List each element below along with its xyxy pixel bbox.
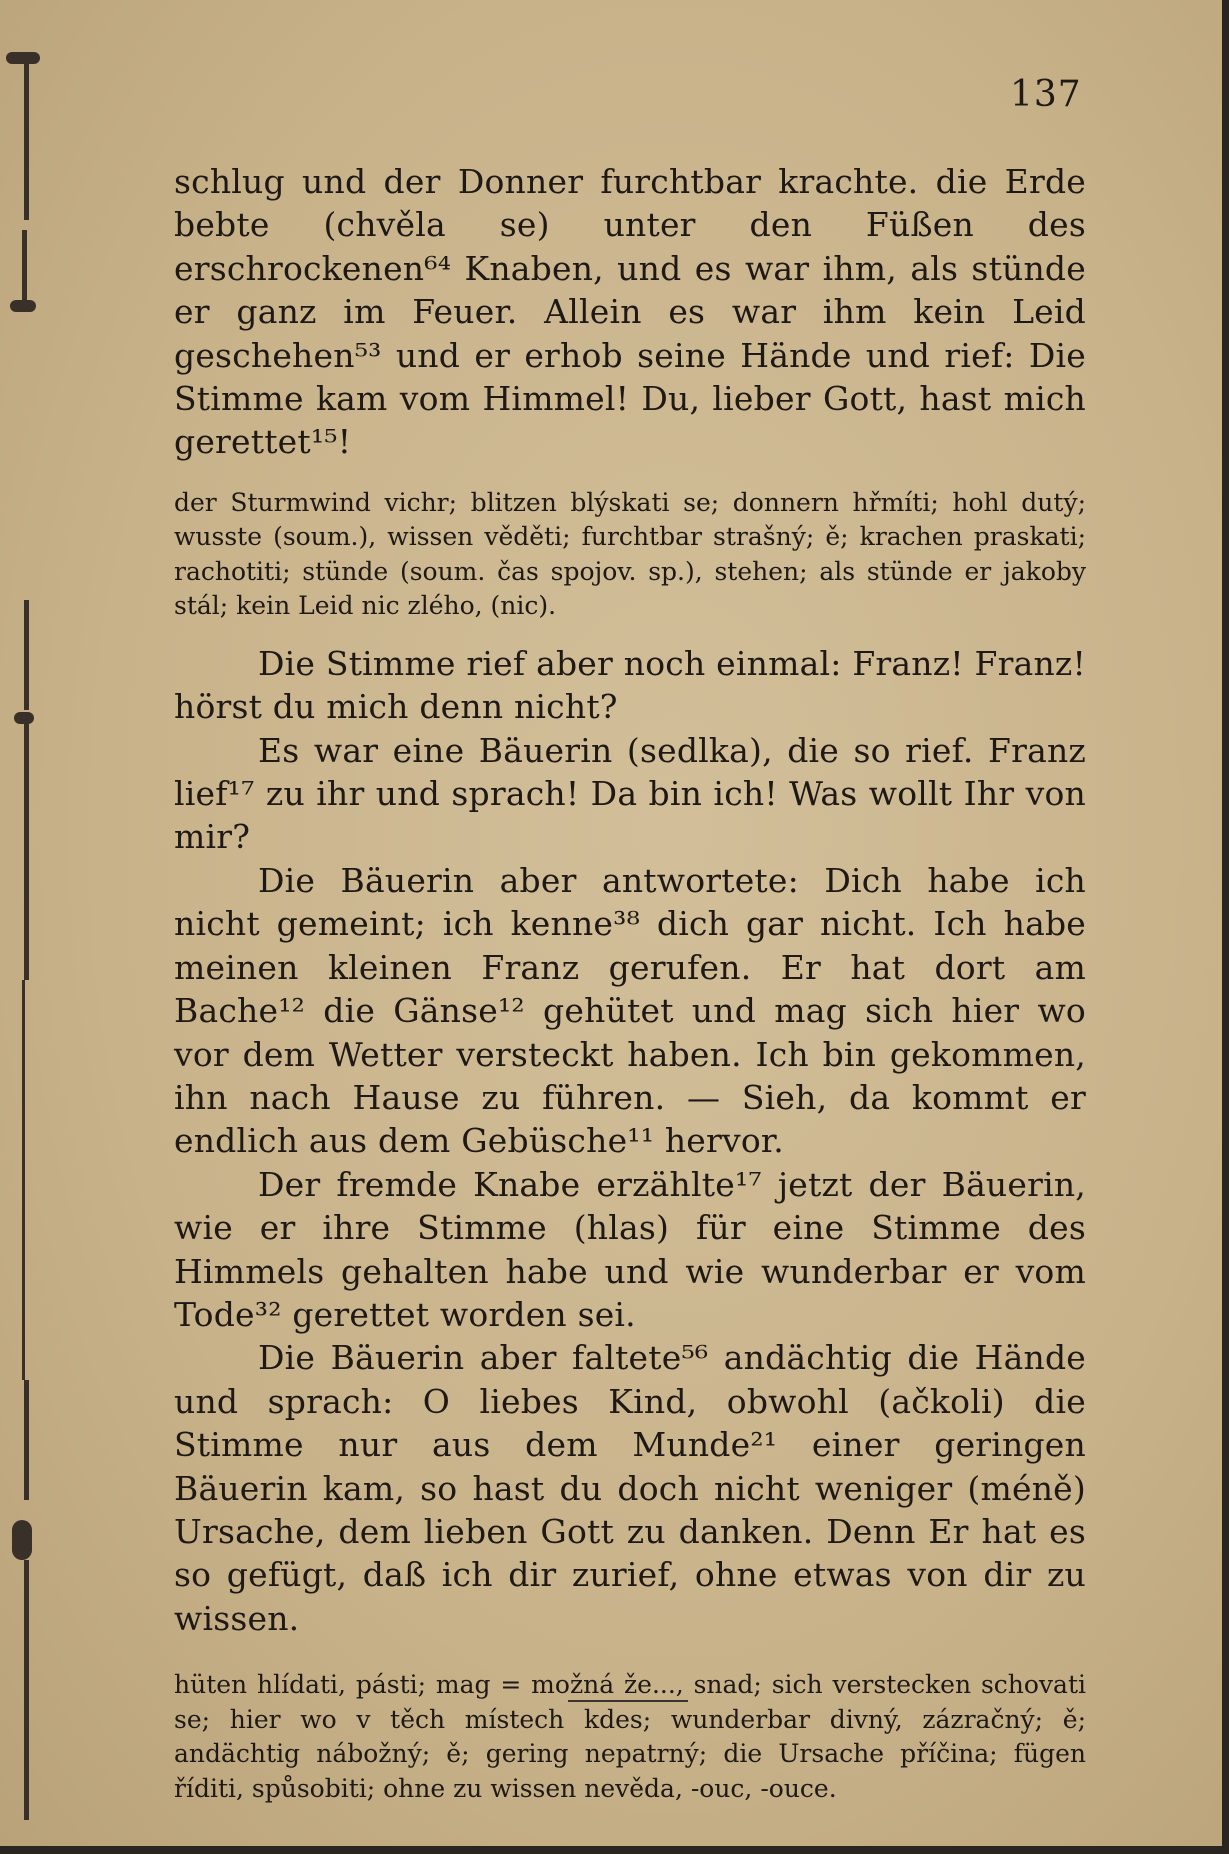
vocabulary-note-2: hüten hlídati, pásti; mag = možná že..., snad; sich verstecken schovati se; hier wo v těch místech kdes; wunderbar divný, zázračný; ě; andächtig nábožný; ě; gering nepatrný; die Ursache příčina; fügen říditi, spůsobiti; ohne zu wissen nevěda, -ouc, -ouce. [174, 1670, 1086, 1803]
paragraph-1: schlug und der Donner furchtbar krachte. die Erde bebte (chvěla se) unter den Füßen des erschrockenen⁶⁴ Knaben, und es war ihm, als stünde er ganz im Feuer. Allein es war ihm kein Leid geschehen⁵³ und er erhob seine Hände und rief: Die Stimme kam vom Himmel! Du, lieber Gott, hast mich gerettet¹⁵! [174, 162, 1086, 462]
page-number: 137 [1010, 74, 1082, 115]
page-content [174, 160, 1086, 1806]
binding-edge [0, 0, 48, 1846]
paragraph-3: Es war eine Bäuerin (sedlka), die so rief. Franz lief¹⁷ zu ihr und sprach! Da bin ich! Was wollt Ihr von mir? [174, 730, 1086, 857]
paragraph-2: Die Stimme rief aber noch einmal: Franz! Franz! hörst du mich denn nicht? [174, 643, 1086, 727]
paragraph-5: Der fremde Knabe erzählte¹⁷ jetzt der Bäuerin, wie er ihre Stimme (hlas) für eine Stimme des Himmels gehalten habe und wie wunderbar er vom Tode³² gerettet worden sei. [174, 1164, 1086, 1334]
paragraph-6: Die Bäuerin aber faltete⁵⁶ andächtig die Hände und sprach: O liebes Kind, obwohl (ačkoli) die Stimme nur aus dem Munde²¹ einer geringen Bäuerin kam, so hast du doch nicht weniger (méně) Ursache, dem lieben Gott zu danken. Denn Er hat es so gefügt, daß ich dir zurief, ohne etwas von dir zu wissen. [174, 1338, 1086, 1638]
end-rule [568, 1700, 688, 1702]
vocabulary-note-1: der Sturmwind vichr; blitzen blýskati se; donnern hřmíti; hohl dutý; wusste (soum.), wissen věděti; furchtbar strašný; ě; krachen praskati; rachotiti; stünde (soum. čas spojov. sp.), stehen; als stünde er jakoby stál; kein Leid nic zlého, (nic). [174, 487, 1086, 621]
paragraph-4: Die Bäuerin aber antwortete: Dich habe ich nicht gemeint; ich kenne³⁸ dich gar nicht. Ich habe meinen kleinen Franz gerufen. Er hat dort am Bache¹² die Gänse¹² gehütet und mag sich hier wo vor dem Wetter versteckt haben. Ich bin gekommen, ihn nach Hause zu führen. — Sieh, da kommt er endlich aus dem Gebüsche¹¹ hervor. [174, 860, 1086, 1161]
